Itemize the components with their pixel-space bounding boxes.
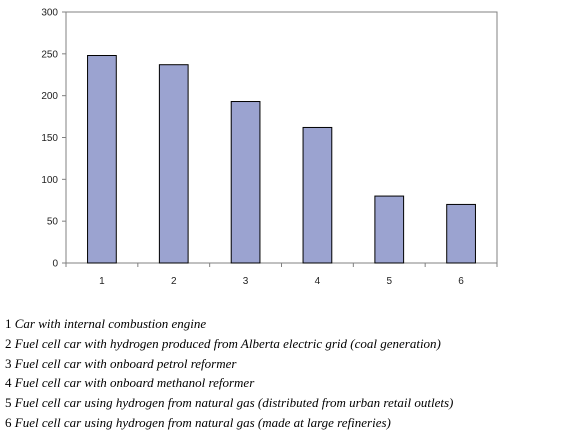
legend-text: Fuel cell car using hydrogen from natural gas (distributed from urban retail outlets) [14, 395, 454, 411]
legend-item-6 [5, 413, 561, 433]
x-tick-label: 3 [242, 276, 249, 287]
legend-text: Car with internal combustion engine [14, 316, 207, 331]
y-tick-label: 50 [46, 216, 58, 228]
plot-border [66, 12, 497, 263]
x-tick-label: 1 [99, 276, 105, 287]
legend-text: Fuel cell car with hydrogen produced from Alberta electric grid (coal generation) [14, 335, 441, 351]
y-axis [41, 8, 66, 270]
y-tick-label: 250 [41, 49, 58, 61]
legend-item-2 [5, 334, 561, 354]
legend-text: Fuel cell car with onboard methanol reformer [14, 375, 255, 391]
x-tick-label: 2 [170, 276, 177, 287]
legend-text: Fuel cell car with onboard petrol reformer [14, 355, 237, 371]
bar [447, 204, 476, 263]
y-tick-label: 100 [41, 174, 58, 186]
y-tick-label: 0 [52, 258, 58, 270]
bar [375, 196, 404, 263]
bar [303, 127, 332, 263]
x-tick-label: 6 [458, 276, 464, 287]
x-tick-label: 4 [314, 276, 321, 287]
legend-item-1 [5, 314, 561, 334]
legend-number: 2 [5, 335, 12, 351]
legend-item-4 [5, 373, 561, 393]
bars [88, 56, 476, 263]
bar [88, 56, 117, 263]
legend-item-3 [5, 354, 561, 374]
bar [159, 65, 188, 263]
bar [231, 102, 260, 263]
legend-number: 5 [5, 395, 12, 411]
legend-text: Fuel cell car using hydrogen from natural gas (made at large refineries) [14, 414, 391, 430]
legend-item-5 [5, 393, 561, 413]
category-legend [5, 314, 561, 433]
legend-number: 6 [5, 414, 12, 430]
legend-number: 1 [5, 316, 12, 331]
legend-number: 3 [5, 355, 12, 371]
x-axis [66, 263, 497, 287]
legend-number: 4 [5, 375, 12, 391]
plot-frame [66, 12, 497, 263]
x-tick-label: 5 [386, 276, 393, 287]
y-tick-label: 150 [41, 133, 58, 144]
y-tick-label: 300 [41, 7, 58, 19]
y-tick-label: 200 [41, 91, 58, 103]
